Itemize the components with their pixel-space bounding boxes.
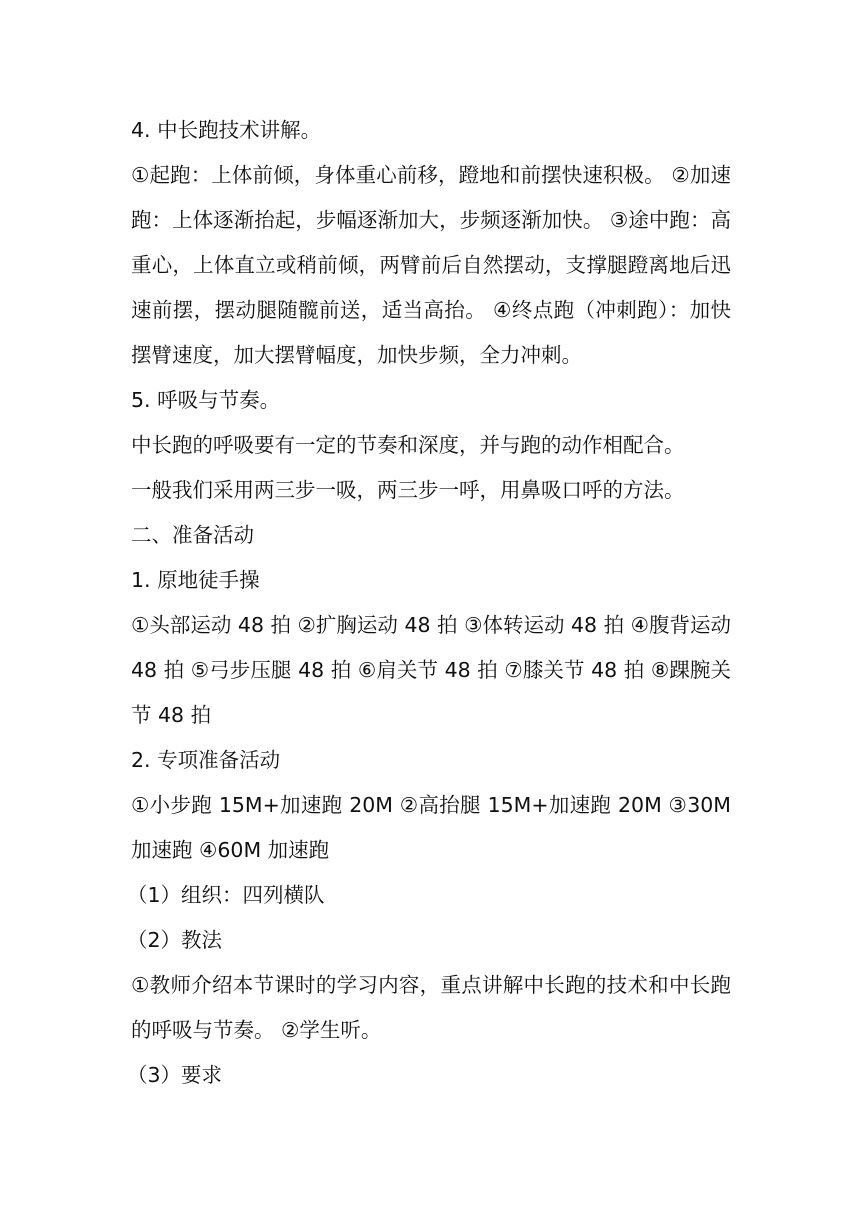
breathing-paragraph-2: 一般我们采用两三步一吸，两三步一呼，用鼻吸口呼的方法。 <box>131 478 685 502</box>
subheading-special-warmup: 2. 专项准备活动 <box>131 748 281 772</box>
section-heading-warmup: 二、准备活动 <box>131 523 254 547</box>
teaching-method-paragraph: ①教师介绍本节课时的学习内容，重点讲解中长跑的技术和中长跑的呼吸与节奏。 ②学生听。 <box>131 973 731 1042</box>
requirements-heading: （3）要求 <box>127 1063 223 1087</box>
subheading-freehand-exercise: 1. 原地徒手操 <box>131 568 260 592</box>
teaching-method-heading: （2）教法 <box>127 928 223 952</box>
organization-line: （1）组织：四列横队 <box>127 883 325 907</box>
document-page <box>127 108 731 1098</box>
freehand-exercise-list: ①头部运动 48 拍 ②扩胸运动 48 拍 ③体转运动 48 拍 ④腹背运动 48 拍 ⑤弓步压腿 48 拍 ⑥肩关节 48 拍 ⑦膝关节 48 拍 ⑧踝腕关节 48 拍 <box>131 613 731 727</box>
technique-paragraph: ①起跑：上体前倾，身体重心前移，蹬地和前摆快速积极。 ②加速跑：上体逐渐抬起，步幅逐渐加大，步频逐渐加快。 ③途中跑：高重心，上体直立或稍前倾，两臂前后自然摆动，支撑腿蹬离地后迅速前摆，摆动腿随髋前送，适当高抬。 ④终点跑（冲刺跑）：加快摆臂速度，加大摆臂幅度，加快步频，全力冲刺。 <box>131 163 731 367</box>
special-warmup-list: ①小步跑 15M+加速跑 20M ②高抬腿 15M+加速跑 20M ③30M 加速跑 ④60M 加速跑 <box>131 793 731 862</box>
section-heading-breathing: 5. 呼吸与节奏。 <box>131 388 281 412</box>
section-heading-technique: 4. 中长跑技术讲解。 <box>131 118 322 142</box>
breathing-paragraph-1: 中长跑的呼吸要有一定的节奏和深度，并与跑的动作相配合。 <box>131 433 685 457</box>
